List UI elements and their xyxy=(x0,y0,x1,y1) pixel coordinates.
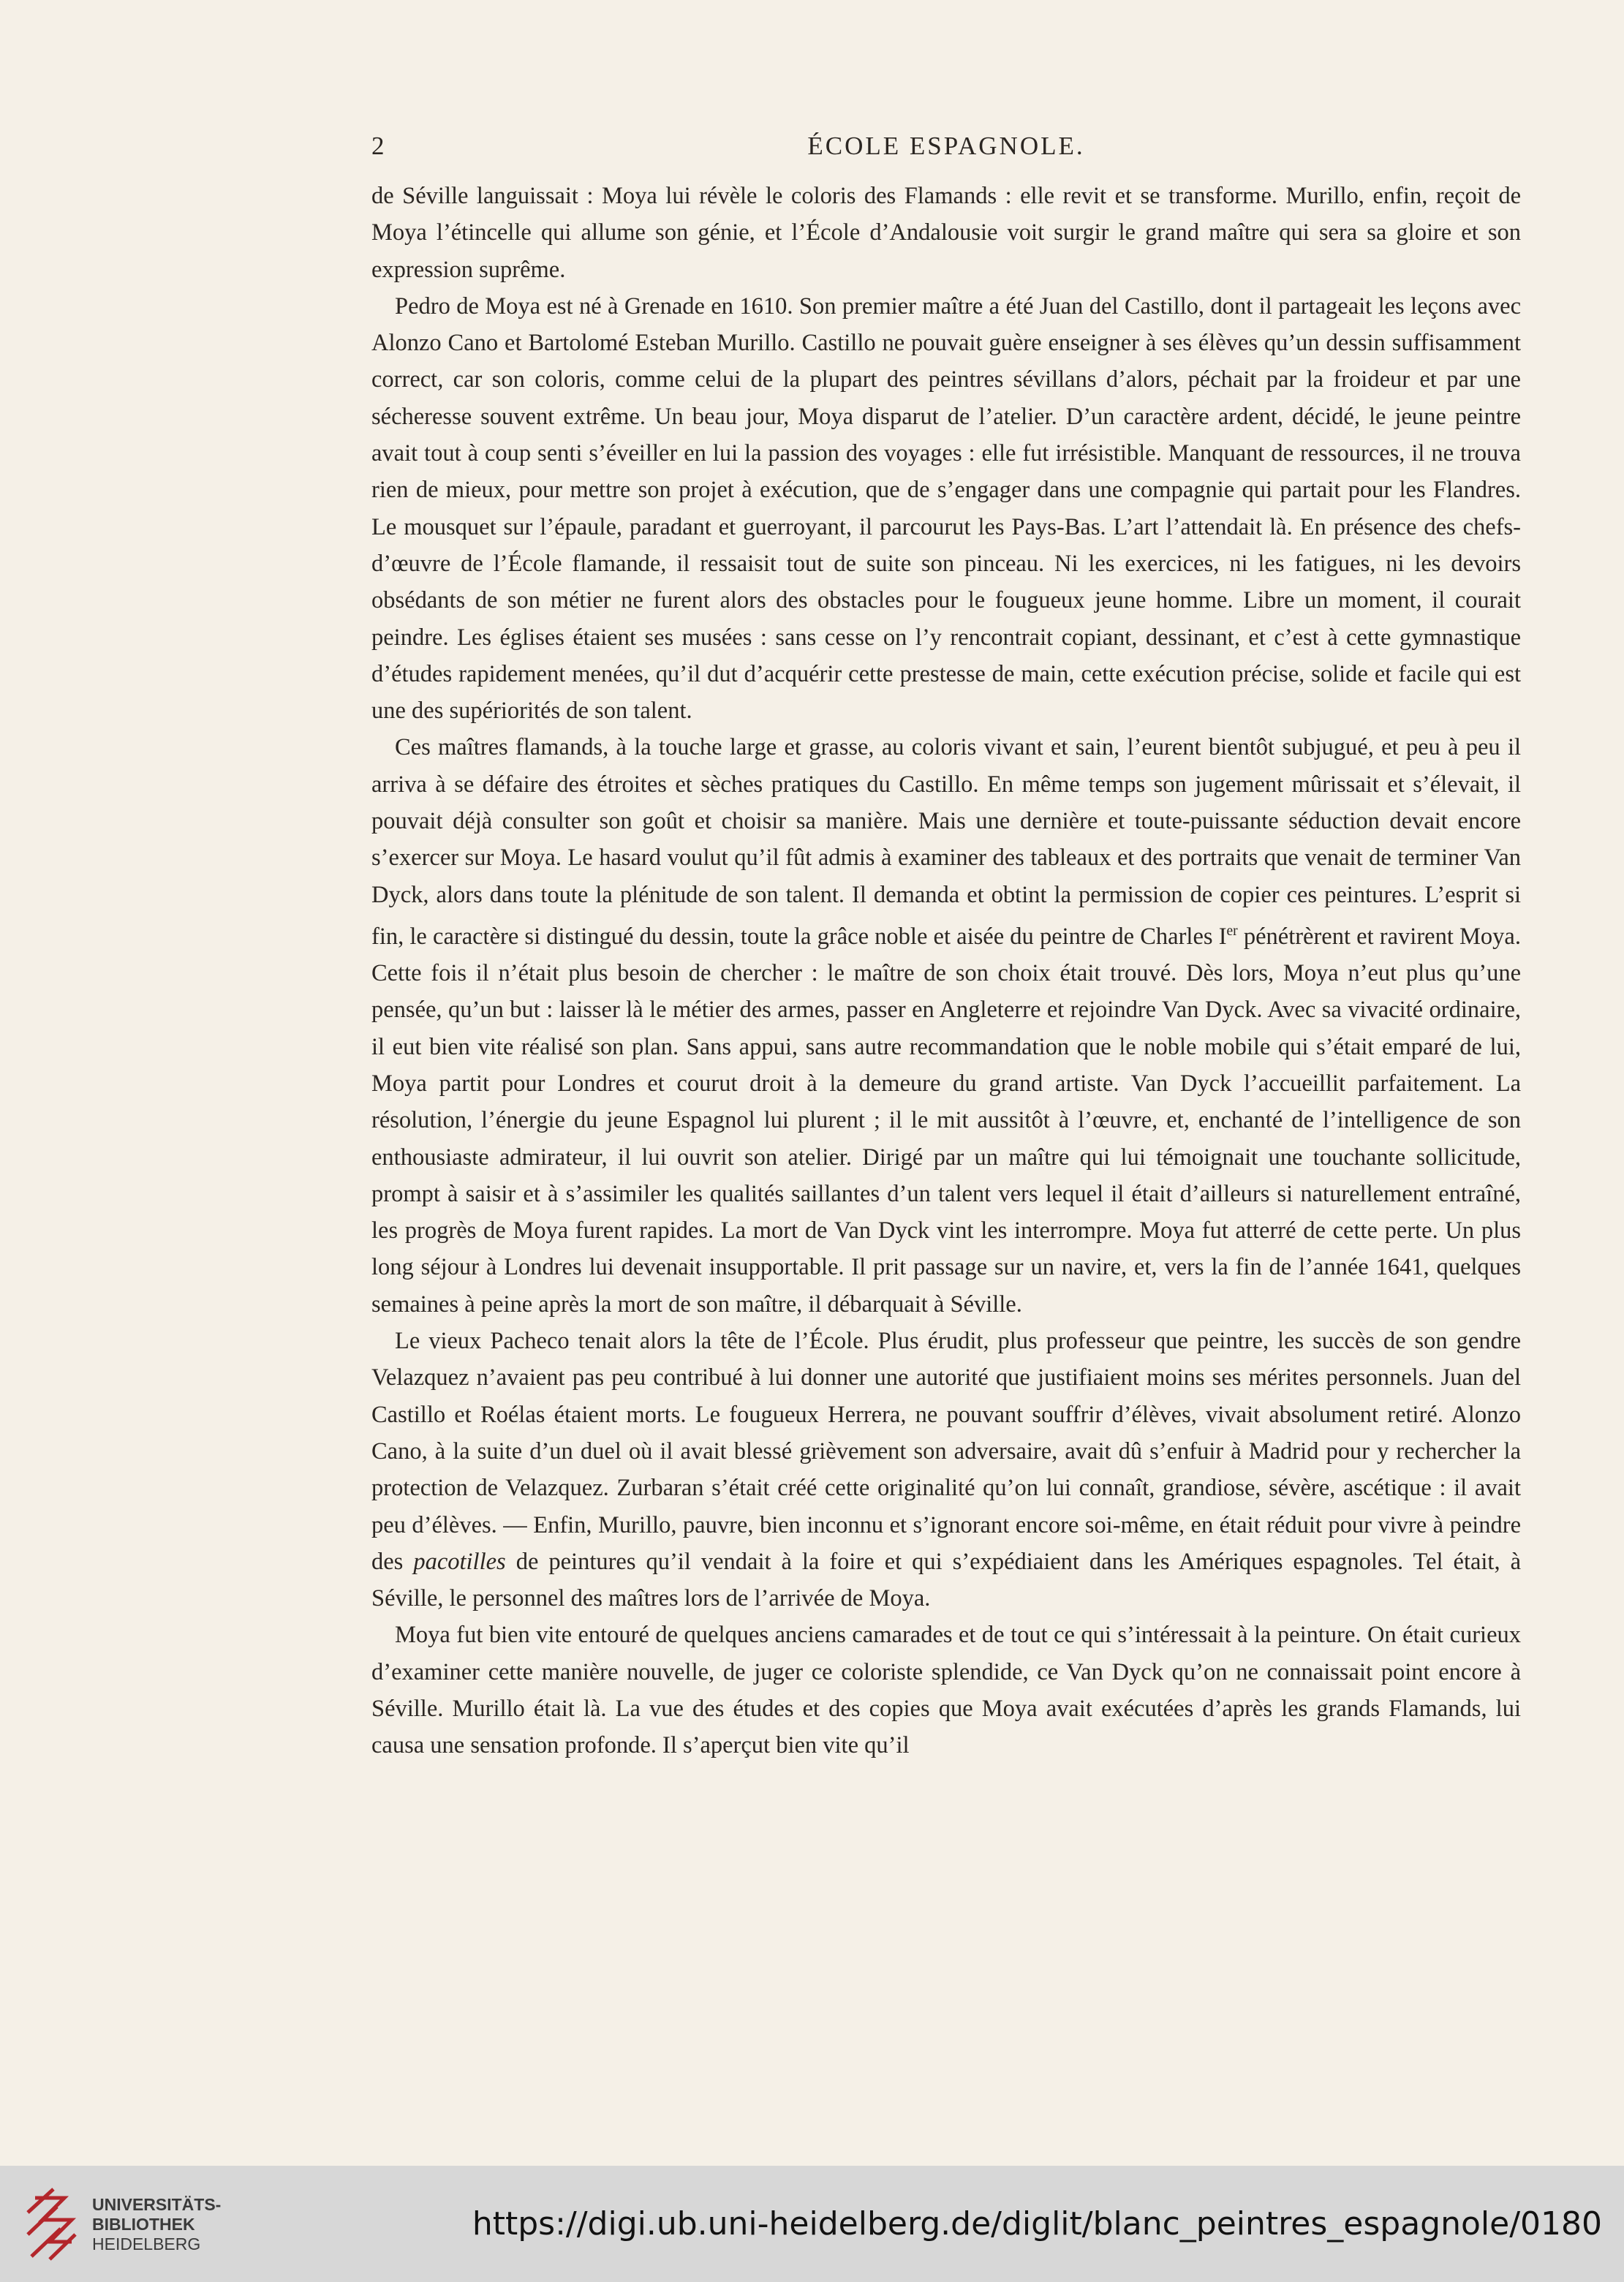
running-title: ÉCOLE ESPAGNOLE. xyxy=(807,132,1085,160)
source-url-link[interactable]: https://digi.ub.uni-heidelberg.de/diglit/blanc_peintres_espagnole/0180 xyxy=(472,2205,1602,2243)
page-header xyxy=(371,132,1521,175)
ub-heidelberg-logo-icon xyxy=(20,2183,79,2265)
paragraph-3: Ces maîtres flamands, à la touche large et grasse, au coloris vivant et sain, l’eurent bientôt subjugué, et peu à peu il arriva à se défaire des étroites et sèches pratiques du Castillo. En même temps son jugement mûrissait et s’élevait, il pouvait déjà consulter son goût et choisir sa manière. Mais une dernière et toute-puissante séduction devait encore s’exercer sur Moya. Le hasard voulut qu’il fût admis à examiner des tableaux et des portraits que venait de terminer Van Dyck, alors dans toute la plénitude de son talent. Il demanda et obtint la permission de copier ces peintures. L’esprit si fin, le caractère si distingué du dessin, toute la grâce noble et aisée du peintre de Charles Ier pénétrèrent et ravirent Moya. Cette fois il n’était plus besoin de chercher : le maître de son choix était trouvé. Dès lors, Moya n’eut plus qu’une pensée, qu’un but : laisser là le métier des armes, passer en Angleterre et rejoindre Van Dyck. Avec sa vivacité ordinaire, il eut bien vite réalisé son plan. Sans appui, sans autre recommandation que le noble mobile qui s’était emparé de lui, Moya partit pour Londres et courut droit à la demeure du grand artiste. Van Dyck l’accueillit parfaitement. La résolution, l’énergie du jeune Espagnol lui plurent ; il le mit aussitôt à l’œuvre, et, enchanté de l’intelligence de son enthousiaste admirateur, il lui ouvrit son atelier. Dirigé par un maître qui lui témoignait une touchante sollicitude, prompt à saisir et à s’assimiler les qualités saillantes d’un talent vers lequel il était d’ailleurs si naturellement entraîné, les progrès de Moya furent rapides. La mort de Van Dyck vint les interrompre. Moya fut atterré de cette perte. Un plus long séjour à Londres lui devenait insupportable. Il prit passage sur un navire, et, vers la fin de l’année 1641, quelques semaines à peine après la mort de son maître, il débarquait à Séville. xyxy=(371,734,1521,1318)
library-name-line: BIBLIOTHEK xyxy=(92,2215,195,2234)
footer-bar xyxy=(0,2166,1624,2282)
body-text xyxy=(371,178,1521,1764)
paragraph-4: Le vieux Pacheco tenait alors la tête de l’École. Plus érudit, plus professeur que peintre, les succès de son gendre Velazquez n’avaient pas peu contribué à lui donner une autorité que justifiaient moins ses mérites personnels. Juan del Castillo et Roélas étaient morts. Le fougueux Herrera, ne pouvant souffrir d’élèves, vivait absolument retiré. Alonzo Cano, à la suite d’un duel où il avait blessé grièvement son adversaire, avait dû s’enfuir à Madrid pour y rechercher la protection de Velazquez. Zurbaran s’était créé cette originalité qu’on lui connaît, grandiose, sévère, ascétique : il avait peu d’élèves. — Enfin, Murillo, pauvre, bien inconnu et s’ignorant encore soi-même, en était réduit pour vivre à peindre des pacotilles de peintures qu’il vendait à la foire et qui s’expédiaient dans les Amériques espagnoles. Tel était, à Séville, le personnel des maîtres lors de l’arrivée de Moya. xyxy=(371,1328,1522,1612)
library-name-line: UNIVERSITÄTS- xyxy=(92,2195,222,2214)
paragraph-5: Moya fut bien vite entouré de quelques anciens camarades et de tout ce qui s’intéressait à la peinture. On était curieux d’examiner cette manière nouvelle, de juger ce coloriste splendide, ce Van Dyck qu’on ne connaissait point encore à Séville. Murillo était là. La vue des études et des copies que Moya avait exécutées d’après les grands Flamands, lui causa une sensation profonde. Il s’aperçut bien vite qu’il xyxy=(371,1622,1521,1759)
library-name xyxy=(92,2195,221,2254)
library-name-line: HEIDELBERG xyxy=(92,2234,201,2253)
page-number: 2 xyxy=(371,132,387,160)
paragraph-1: de Séville languissait : Moya lui révèle le coloris des Flamands : elle revit et se transforme. Murillo, enfin, reçoit de Moya l’étincelle qui allume son génie, et l’École d’Andalousie voit surgir le grand maître qui sera sa gloire et son expression suprême. xyxy=(371,183,1521,283)
paragraph-2: Pedro de Moya est né à Grenade en 1610. Son premier maître a été Juan del Castillo, dont il partageait les leçons avec Alonzo Cano et Bartolomé Esteban Murillo. Castillo ne pouvait guère enseigner à ses élèves qu’un dessin suffisamment correct, car son coloris, comme celui de la plupart des peintres sévillans d’alors, péchait par la froideur et par une sécheresse souvent extrême. Un beau jour, Moya disparut de l’atelier. D’un caractère ardent, décidé, le jeune peintre avait tout à coup senti s’éveiller en lui la passion des voyages : elle fut irrésistible. Manquant de ressources, il ne trouva rien de mieux, pour mettre son projet à exécution, que de s’engager dans une compagnie qui partait pour les Flandres. Le mousquet sur l’épaule, paradant et guerroyant, il parcourut les Pays-Bas. L’art l’attendait là. En présence des chefs-d’œuvre de l’École flamande, il ressaisit tout de suite son pinceau. Ni les exercices, ni les fatigues, ni les devoirs obsédants de son métier ne furent alors des obstacles pour le fougueux jeune homme. Libre un moment, il courait peindre. Les églises étaient ses musées : sans cesse on l’y rencontrait copiant, dessinant, et c’est à cette gymnastique d’études rapidement menées, qu’il dut d’acquérir cette prestesse de main, cette exécution précise, solide et facile qui est une des supériorités de son talent. xyxy=(371,292,1521,725)
